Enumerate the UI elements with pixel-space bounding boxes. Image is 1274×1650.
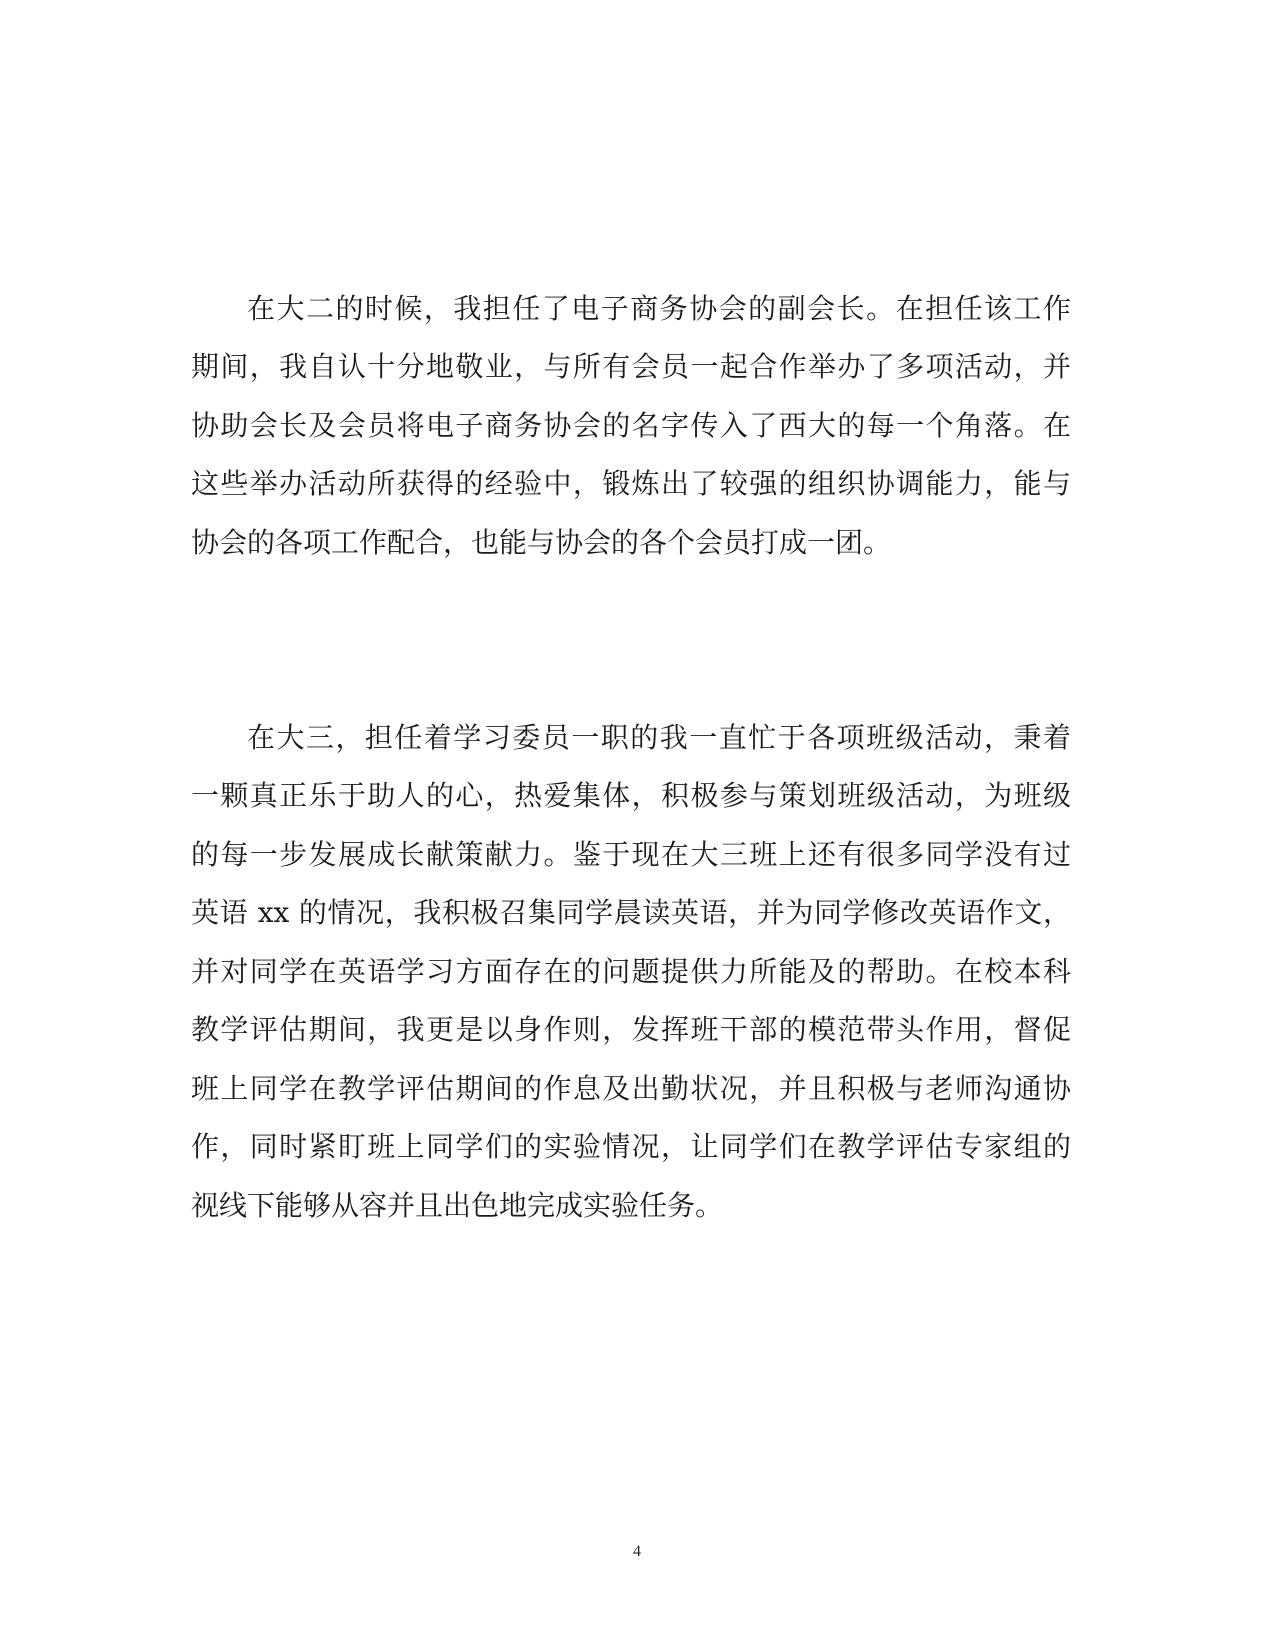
paragraph-line: 在大二的时候，我担任了电子商务协会的副会长。在担任该工作 — [247, 292, 1071, 325]
paragraph-line: 视线下能够从容并且出色地完成实验任务。 — [191, 1189, 724, 1222]
paragraph-line: 协会的各项工作配合，也能与协会的各个会员打成一团。 — [191, 526, 892, 559]
page-number: 4 — [633, 1543, 641, 1560]
paragraph-line: 班上同学在教学评估期间的作息及出勤状况，并且积极与老师沟通协 — [191, 1072, 1071, 1105]
paragraph-line: 作，同时紧盯班上同学们的实验情况，让同学们在教学评估专家组的 — [191, 1130, 1071, 1163]
paragraph-line: 协助会长及会员将电子商务协会的名字传入了西大的每一个角落。在 — [191, 409, 1071, 442]
paragraph-line: 的每一步发展成长献策献力。鉴于现在大三班上还有很多同学没有过 — [191, 838, 1071, 871]
paragraph-line: 英语 xx 的情况，我积极召集同学晨读英语，并为同学修改英语作文， — [191, 896, 1071, 929]
paragraph-line: 一颗真正乐于助人的心，热爱集体，积极参与策划班级活动，为班级 — [191, 779, 1071, 812]
paragraph-line: 这些举办活动所获得的经验中，锻炼出了较强的组织协调能力，能与 — [191, 467, 1071, 500]
paragraph-line: 期间，我自认十分地敬业，与所有会员一起合作举办了多项活动，并 — [191, 350, 1071, 383]
paragraph-line: 教学评估期间，我更是以身作则，发挥班干部的模范带头作用，督促 — [191, 1013, 1071, 1046]
paragraph-line: 在大三，担任着学习委员一职的我一直忙于各项班级活动，秉着 — [247, 721, 1071, 754]
paragraph-line: 并对同学在英语学习方面存在的问题提供力所能及的帮助。在校本科 — [191, 955, 1071, 988]
